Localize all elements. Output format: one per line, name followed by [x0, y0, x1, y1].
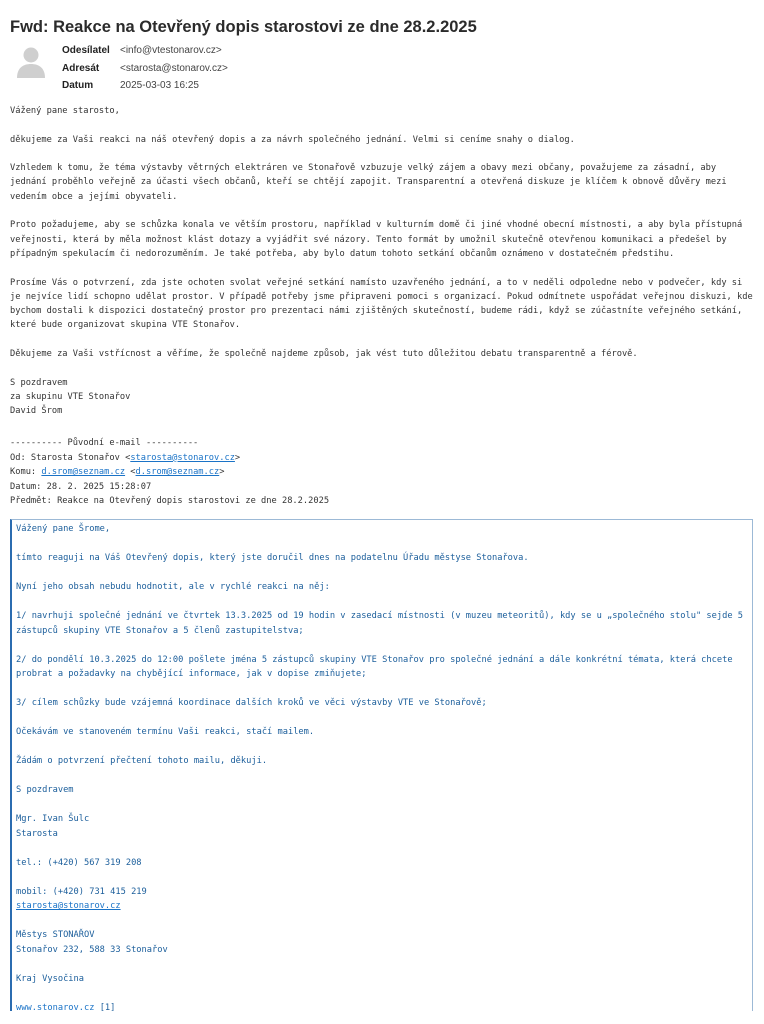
date-value: 2025-03-03 16:25 [120, 80, 199, 91]
signature-web [16, 1001, 752, 1012]
original-to-prefix: Komu: [10, 467, 42, 477]
original-to-link[interactable]: d.srom@seznam.cz [41, 467, 126, 477]
from-value[interactable]: <info@vtestonarov.cz> [120, 45, 222, 56]
body-paragraph: Děkujeme za Vaši vstřícnost a věříme, že společně najdeme způsob, jak vést tuto důležitou debatu transparentně a férově. [10, 349, 638, 360]
email-body [10, 104, 755, 433]
signature-region: Kraj Vysočina [16, 973, 84, 984]
original-to-line [10, 465, 755, 480]
quoted-paragraph: tel.: (+420) 567 319 208 [16, 857, 142, 868]
quoted-paragraph: Žádám o potvrzení přečtení tohoto mailu, děkuji. [16, 756, 268, 766]
original-from-line [10, 451, 755, 466]
original-email-header [10, 436, 755, 509]
quoted-paragraph: 1/ navrhuji společné jednání ve čtvrtek 13.3.2025 od 19 hodin v zasedací místnosti (v muzeu meteoritů), kdy se u „společného stolu" sejde 5 zástupců skupiny VTE Stonařov a 5 členů zastupitelstva; [16, 611, 744, 636]
original-separator: ---------- Původní e-mail ---------- [10, 438, 199, 448]
quoted-paragraph: Vážený pane Šrome, [16, 524, 111, 534]
original-from-suffix: > [234, 452, 241, 463]
signature-org: Městys STONAŘOV Stonařov 232, 588 33 Stonařov [16, 930, 168, 955]
signature-contact [16, 885, 752, 914]
to-value[interactable]: <starosta@stonarov.cz> [120, 63, 228, 74]
date-label: Datum [62, 80, 94, 91]
signature-mobile: mobil: (+420) 731 415 219 [16, 886, 147, 897]
signature-web-ref[interactable]: [1] [99, 1002, 116, 1011]
quoted-paragraph: S pozdravem [16, 785, 74, 795]
email-subject: Fwd: Reakce na Otevřený dopis starostovi ze dne 28.2.2025 [10, 18, 477, 36]
original-from-link[interactable]: starosta@stonarov.cz [130, 452, 235, 463]
body-paragraph: děkujeme za Vaši reakci na náš otevřený dopis a za návrh společného jednání. Velmi si ceníme snahy o dialog. [10, 134, 575, 145]
body-paragraph: Vážený pane starosto, [10, 106, 120, 116]
body-paragraph: Proto požadujeme, aby se schůzka konala ve větším prostoru, například v kulturním domě či jiné vhodné obecní místnosti, a aby byla přístupná veřejnosti, která by měla možnost klást dotazy a vyjádřit své názory. Tento formát by umožnil skutečně otevřenou komunikaci a předešel by případným spekulacím či nedorozuměním. Je také potřeba, aby bylo datum tohoto setkání občanům oznámeno v dostatečném předstihu. [10, 220, 743, 259]
original-from-prefix: Od: Starosta Stonařov < [10, 452, 131, 463]
body-paragraph: Vzhledem k tomu, že téma výstavby větrných elektráren ve Stonařově vzbuzuje velký zájem a obavy mezi občany, považujeme za zásadní, aby jednání proběhlo veřejně za účasti všech občanů, kteří se chtějí zapojit. Transparentní a otevřená diskuze je klíčem k obnově důvěry mezi vedením obce a jejími obyvateli. [10, 163, 727, 202]
quoted-message-body [12, 520, 752, 1011]
quoted-paragraph: 2/ do pondělí 10.3.2025 do 12:00 pošlete jména 5 zástupců skupiny VTE Stonařov pro společné jednání a dále konkrétní témata, která chcete probrat a požadavky na chybějící informace, jak v dopise zmiňujete; [16, 654, 733, 679]
body-signature: S pozdravem za skupinu VTE Stonařov David Šrom [10, 377, 131, 417]
quoted-paragraph: Mgr. Ivan Šulc Starosta [16, 814, 90, 839]
user-silhouette-icon [16, 45, 46, 78]
quoted-paragraph: tímto reaguji na Váš Otevřený dopis, který jste doručil dnes na podatelnu Úřadu městyse Stonařova. [16, 553, 529, 563]
original-to-mid: < [125, 467, 136, 477]
from-label: Odesílatel [62, 45, 110, 56]
original-to-suffix: > [219, 467, 225, 477]
quoted-message [10, 519, 753, 1011]
signature-email-link[interactable]: starosta@stonarov.cz [16, 901, 121, 911]
original-subject-line: Předmět: Reakce na Otevřený dopis starostovi ze dne 28.2.2025 [10, 496, 330, 506]
original-to-link-2[interactable]: d.srom@seznam.cz [135, 467, 220, 477]
quoted-paragraph: 3/ cílem schůzky bude vzájemná koordinace dalších kroků ve věci výstavby VTE ve Stonařově; [16, 698, 487, 708]
to-label: Adresát [62, 63, 100, 74]
quoted-paragraph: Očekávám ve stanoveném termínu Vaši reakci, stačí mailem. [16, 727, 315, 737]
original-date-line: Datum: 28. 2. 2025 15:28:07 [10, 481, 152, 492]
signature-web-link[interactable]: www.stonarov.cz [16, 1002, 95, 1011]
body-paragraph: Prosíme Vás o potvrzení, zda jste ochoten svolat veřejné setkání namísto uzavřeného jednání, a to v neděli odpoledne nebo v podvečer, kdy si je nejvíce lidí schopno udělat prostor. V případě potřeby jsme připraveni pomoci s organizací. Pokud odmítnete uspořádat veřejnou diskuzi, kde bychom dostali k dispozici dostatečný prostor pro prezentaci námi zjištěných skutečností, budeme rádi, když se zúčastníte veřejného setkání, které bude organizovat skupina VTE Stonařov. [10, 277, 753, 331]
quoted-paragraph: Nyní jeho obsah nebudu hodnotit, ale v rychlé reakci na něj: [16, 582, 330, 592]
